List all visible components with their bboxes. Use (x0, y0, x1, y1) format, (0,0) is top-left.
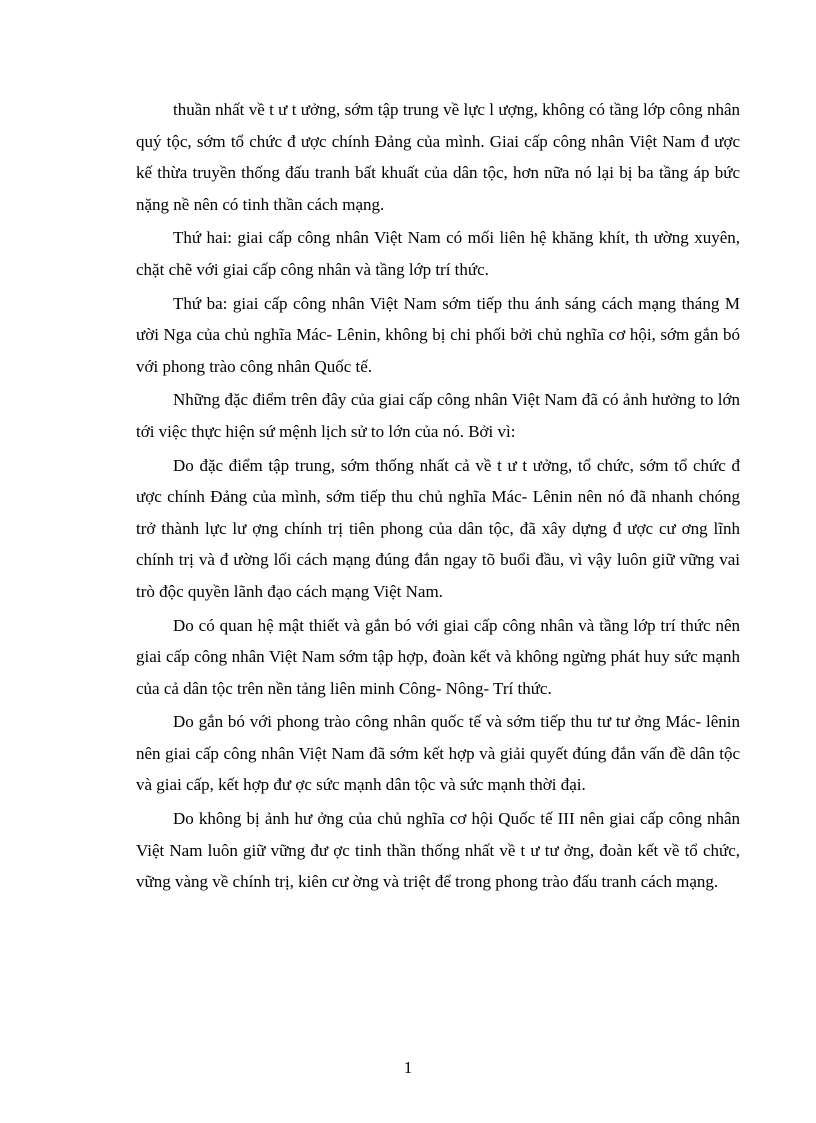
page-number: 1 (403, 1058, 413, 1077)
paragraph: Do không bị ảnh hư ởng của chủ nghĩa cơ hội Quốc tế III nên giai cấp công nhân Việt Nam luôn giữ vững đư ợc tinh thần thống nhất về t ư tư ởng, đoàn kết về tổ chức, vững vàng về chính trị, kiên cư ờng và triệt để trong phong trào đấu tranh cách mạng. (136, 809, 740, 892)
paragraph: Thứ ba: giai cấp công nhân Việt Nam sớm tiếp thu ánh sáng cách mạng tháng M ười Nga của chủ nghĩa Mác- Lênin, không bị chi phối bởi chủ nghĩa cơ hội, sớm gắn bó với phong trào công nhân Quốc tế. (136, 293, 740, 376)
paragraph: Do có quan hệ mật thiết và gắn bó với giai cấp công nhân và tầng lớp trí thức nên giai cấp công nhân Việt Nam sớm tập hợp, đoàn kết và không ngừng phát huy sức mạnh của cả dân tộc trên nền tảng liên minh Công- Nông- Trí thức. (136, 615, 740, 698)
paragraph: Những đặc điểm trên đây của giai cấp công nhân Việt Nam đã có ảnh hưởng to lớn tới việc thực hiện sứ mệnh lịch sử to lớn của nó. Bởi vì: (136, 390, 740, 441)
paragraph: thuần nhất về t ư t ưởng, sớm tập trung về lực l ượng, không có tầng lớp công nhân quý tộc, sớm tổ chức đ ược chính Đảng của mình. Giai cấp công nhân Việt Nam đ ược kế thừa truyền thống đấu tranh bất khuất của dân tộc, hơn nữa nó lại bị ba tầng áp bức nặng nề nên có tinh thần cách mạng. (136, 100, 740, 214)
body-text (136, 94, 740, 900)
paragraph: Do đặc điểm tập trung, sớm thống nhất cả về t ư t ưởng, tổ chức, sớm tổ chức đ ược chính Đảng của mình, sớm tiếp thu chủ nghĩa Mác- Lênin nên nó đã nhanh chóng trở thành lực lư ợng chính trị tiên phong của dân tộc, đã xây dựng đ ược cư ơng lĩnh chính trị và đ ường lối cách mạng đúng đắn ngay tõ buổi đầu, vì vậy luôn giữ vững vai trò độc quyền lãnh đạo cách mạng Việt Nam. (136, 455, 740, 601)
paragraph: Do gắn bó với phong trào công nhân quốc tế và sớm tiếp thu tư tư ởng Mác- lênin nên giai cấp công nhân Việt Nam đã sớm kết hợp và giải quyết đúng đắn vấn đề dân tộc và giai cấp, kết hợp đư ợc sức mạnh dân tộc và sức mạnh thời đại. (136, 712, 740, 795)
paragraph: Thứ hai: giai cấp công nhân Việt Nam có mối liên hệ khăng khít, th ường xuyên, chặt chẽ với giai cấp công nhân và tầng lớp trí thức. (136, 228, 740, 279)
